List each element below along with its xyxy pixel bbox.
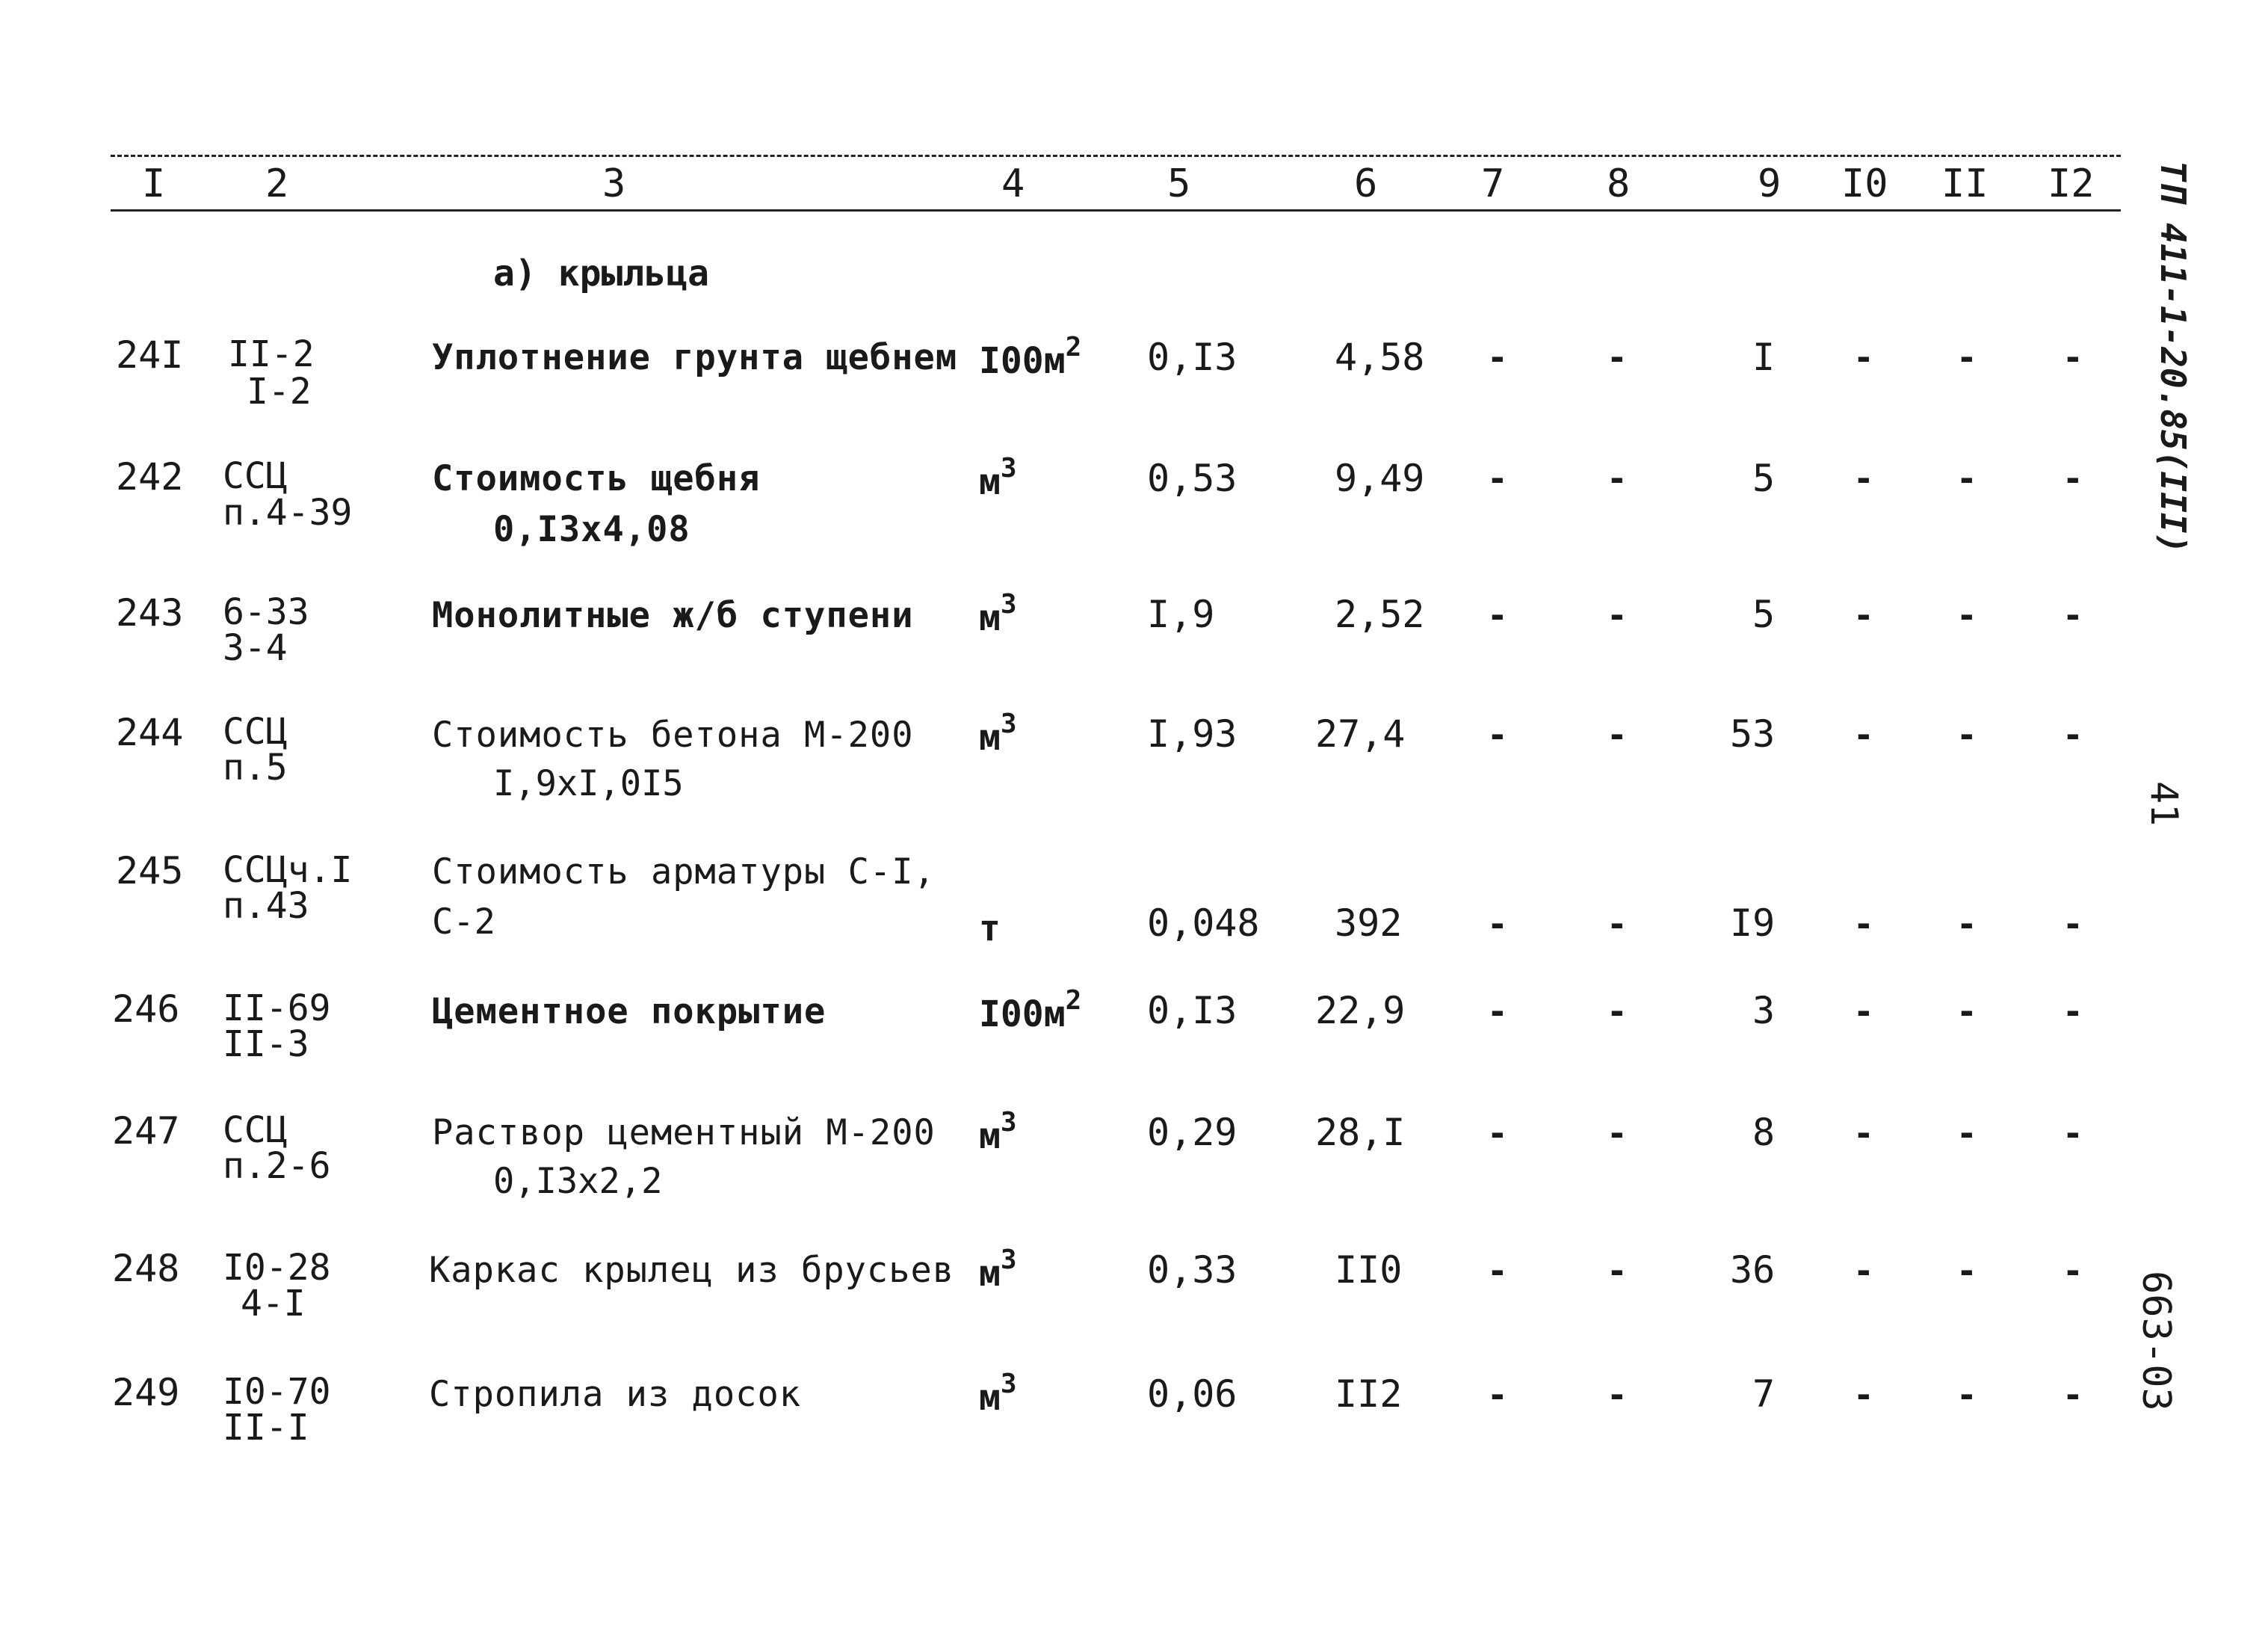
row-col7: - (1487, 1375, 1508, 1415)
row-quantity: 0,I3 (1147, 336, 1237, 379)
row-col10: - (1853, 1375, 1874, 1415)
table-header-rule (111, 209, 2121, 212)
row-unit-price: 4,58 (1335, 336, 1425, 379)
row-col12: - (2062, 991, 2083, 1032)
row-unit: $м^3$ (979, 1107, 1017, 1157)
row-col9: 5 (1752, 457, 1776, 500)
row-col9: 36 (1730, 1248, 1776, 1292)
row-number: 245 (116, 849, 184, 892)
col-header-7: 7 (1481, 161, 1505, 206)
row-name: Каркас крылец из брусьев (429, 1250, 955, 1291)
row-number: 24I (116, 333, 184, 377)
row-col7: - (1487, 715, 1508, 755)
row-subtext: С-2 (432, 901, 495, 943)
row-col8: - (1607, 904, 1628, 944)
row-unit-price: II0 (1335, 1248, 1403, 1292)
row-code-sub: п.43 (223, 885, 309, 927)
row-col10: - (1853, 715, 1874, 755)
row-number: 244 (116, 711, 184, 754)
row-col10: - (1853, 1113, 1874, 1153)
row-code-sub: п.2-6 (223, 1145, 331, 1187)
row-code-sub: II-3 (223, 1023, 309, 1065)
row-code-sub: п.5 (223, 747, 288, 789)
row-col8: - (1607, 337, 1628, 377)
row-col8: - (1607, 1251, 1628, 1291)
row-col12: - (2062, 1251, 2083, 1291)
row-code: II-2 (228, 333, 315, 375)
row-unit-price: 22,9 (1315, 989, 1406, 1032)
col-header-12: I2 (2048, 161, 2095, 206)
row-col12: - (2062, 715, 2083, 755)
row-quantity: 0,33 (1147, 1248, 1237, 1292)
row-col10: - (1853, 991, 1874, 1032)
row-col8: - (1607, 991, 1628, 1032)
row-col10: - (1853, 904, 1874, 944)
col-header-6: 6 (1354, 161, 1378, 206)
col-header-5: 5 (1167, 161, 1191, 206)
row-col7: - (1487, 337, 1508, 377)
row-name: Монолитные ж/б ступени (432, 595, 914, 636)
row-code: II-69 (223, 987, 331, 1029)
row-col9: 53 (1730, 712, 1776, 756)
row-number: 246 (112, 987, 180, 1031)
row-col7: - (1487, 1251, 1508, 1291)
row-subtext: 0,I3x4,08 (493, 509, 690, 550)
row-col12: - (2062, 458, 2083, 499)
row-code: 6-33 (223, 591, 309, 633)
col-header-1: I (142, 161, 166, 206)
row-quantity: 0,29 (1147, 1111, 1237, 1154)
row-unit: $м^3$ (979, 589, 1017, 639)
row-name: Цементное покрытие (432, 991, 826, 1032)
row-number: 243 (116, 591, 184, 635)
row-col10: - (1853, 595, 1874, 635)
row-col11: - (1956, 595, 1977, 635)
row-unit: т (979, 907, 1001, 949)
row-subtext: 0,I3x2,2 (493, 1161, 663, 1202)
row-col11: - (1956, 1113, 1977, 1153)
col-header-10: I0 (1841, 161, 1888, 206)
row-col10: - (1853, 337, 1874, 377)
row-number: 248 (112, 1247, 180, 1290)
row-code: ССЦ (223, 1109, 288, 1151)
row-col12: - (2062, 1375, 2083, 1415)
row-col9: 5 (1752, 593, 1776, 636)
row-name: Раствор цементный М-200 (432, 1112, 936, 1153)
row-col12: - (2062, 595, 2083, 635)
row-col10: - (1853, 458, 1874, 499)
row-code-sub: II-I (223, 1407, 309, 1449)
row-unit-price: 392 (1335, 901, 1403, 945)
row-col11: - (1956, 991, 1977, 1032)
row-unit: $м^3$ (979, 1245, 1017, 1295)
row-col11: - (1956, 337, 1977, 377)
row-unit: $I00м^2$ (979, 985, 1082, 1035)
row-col8: - (1607, 595, 1628, 635)
row-number: 247 (112, 1109, 180, 1153)
col-header-2: 2 (265, 161, 289, 206)
row-col9: I9 (1730, 901, 1776, 945)
row-col7: - (1487, 595, 1508, 635)
row-code: ССЦч.I (223, 849, 353, 891)
row-col12: - (2062, 1113, 2083, 1153)
row-code-sub: I-2 (247, 371, 312, 413)
row-col9: 3 (1752, 989, 1776, 1032)
row-subtext: I,9xI,0I5 (493, 763, 684, 804)
row-unit: $I00м^2$ (979, 332, 1082, 382)
row-col7: - (1487, 991, 1508, 1032)
row-col8: - (1607, 1375, 1628, 1415)
row-unit-price: 28,I (1315, 1111, 1406, 1154)
row-quantity: I,9 (1147, 593, 1215, 636)
row-quantity: I,93 (1147, 712, 1237, 756)
row-unit-price: 9,49 (1335, 457, 1425, 500)
row-name: Стропила из досок (429, 1374, 802, 1415)
row-unit-price: 2,52 (1335, 593, 1425, 636)
row-quantity: 0,048 (1147, 901, 1260, 945)
side-album-code: 663-03 (2133, 1271, 2178, 1411)
row-number: 249 (112, 1371, 180, 1414)
col-header-9: 9 (1758, 161, 1782, 206)
row-unit-price: II2 (1335, 1372, 1403, 1416)
row-col11: - (1956, 1251, 1977, 1291)
row-col8: - (1607, 715, 1628, 755)
row-quantity: 0,53 (1147, 457, 1237, 500)
row-col11: - (1956, 1375, 1977, 1415)
table-top-rule (111, 155, 2121, 157)
row-name: Стоимость щебня (432, 458, 761, 499)
row-unit: $м^3$ (979, 453, 1017, 503)
row-col7: - (1487, 904, 1508, 944)
row-code: ССЦ (223, 455, 288, 497)
row-col8: - (1607, 1113, 1628, 1153)
side-page-number: 41 (2142, 781, 2186, 827)
row-code: I0-70 (223, 1371, 331, 1413)
row-col11: - (1956, 715, 1977, 755)
row-col8: - (1607, 458, 1628, 499)
row-quantity: 0,06 (1147, 1372, 1237, 1416)
row-code: ССЦ (223, 711, 288, 753)
row-col11: - (1956, 458, 1977, 499)
row-col7: - (1487, 458, 1508, 499)
section-title: а) крыльца (493, 253, 709, 295)
row-col9: 8 (1752, 1111, 1776, 1154)
row-code: I0-28 (223, 1247, 331, 1289)
col-header-11: II (1941, 161, 1989, 206)
row-code-sub: 4-I (241, 1283, 306, 1325)
row-col12: - (2062, 337, 2083, 377)
col-header-8: 8 (1607, 161, 1631, 206)
row-unit: $м^3$ (979, 709, 1017, 759)
row-code-sub: 3-4 (223, 627, 288, 669)
col-header-3: 3 (602, 161, 626, 206)
row-col7: - (1487, 1113, 1508, 1153)
row-code-sub: п.4-39 (223, 492, 353, 534)
row-col12: - (2062, 904, 2083, 944)
row-col9: 7 (1752, 1372, 1776, 1416)
row-name: Уплотнение грунта щебнем (432, 337, 958, 378)
row-name: Стоимость арматуры С-I, (432, 851, 936, 892)
row-col9: I (1752, 336, 1776, 379)
row-col10: - (1853, 1251, 1874, 1291)
col-header-4: 4 (1001, 161, 1025, 206)
side-doc-code: ТП 411-1-20.85(III) (2153, 161, 2193, 555)
row-unit-price: 27,4 (1315, 712, 1406, 756)
row-col11: - (1956, 904, 1977, 944)
row-unit: $м^3$ (979, 1369, 1017, 1419)
row-quantity: 0,I3 (1147, 989, 1237, 1032)
row-number: 242 (116, 455, 184, 499)
row-name: Стоимость бетона М-200 (432, 715, 914, 756)
